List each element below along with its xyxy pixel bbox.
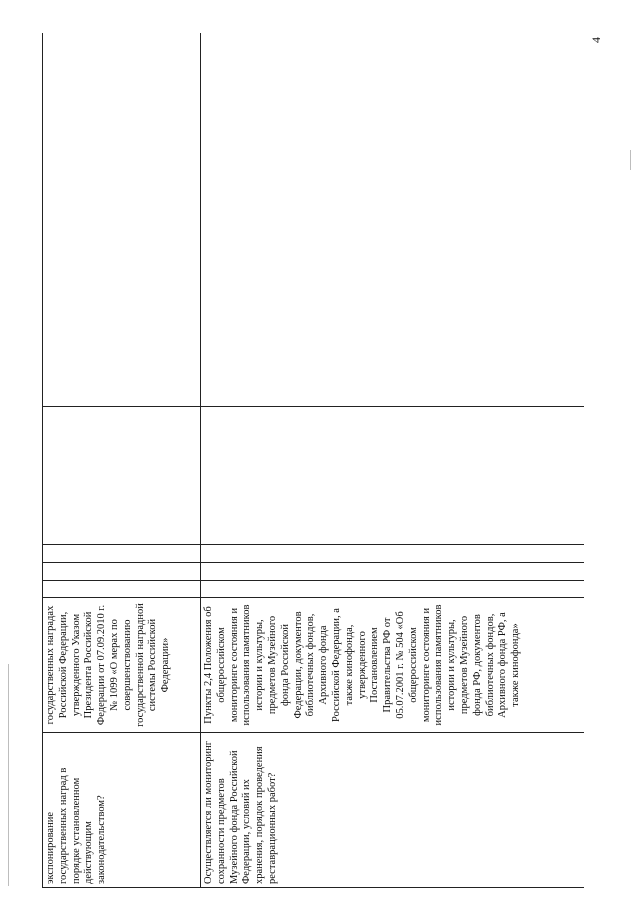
table-viewport (42, 33, 584, 888)
answer-cell (201, 581, 585, 598)
table-row (201, 33, 585, 888)
answer-cell (201, 545, 585, 563)
question-cell: Осуществляется ли мониторинг сохранности предметов Музейного фонда Российской Федерации, условий их хранения, порядок проведения реставрационных работ? (201, 733, 585, 888)
notes-cell (201, 33, 585, 407)
rotated-table-container (42, 33, 584, 888)
answer-cell (201, 407, 585, 545)
checklist-table (42, 33, 584, 888)
question-cell: экспонирование государственных наград в порядке установленном действующим законодательством? (43, 733, 201, 888)
answer-cell (201, 563, 585, 581)
legal-basis-cell: государственных наградах Российской Федерации, утвержденного Указом Президента Российской Федерации от 07.09.2010 г. № 1099 «О мерах по совершенствованию государственной наградной системы Российской Федерации» (43, 598, 201, 733)
answer-cell (43, 563, 201, 581)
answer-cell (43, 545, 201, 563)
answer-cell (43, 581, 201, 598)
legal-basis-cell: Пункты 2,4 Положения об общероссийском мониторинге состояния и использования памятников истории и культуры, предметов Музейного фонда Российской Федерации, документов библиотечных фондов, Архивного фонда Российской Федерации, а также кинофонда, утвержденного Постановлением Правительства РФ от 05.07.2001 г. № 504 «Об общероссийском мониторинге состояния и использования памятников истории и культуры, предметов Музейного фонда РФ, документов библиотечных фондов, Архивного фонда РФ, а также кинофонда» (201, 598, 585, 733)
table-row (43, 33, 201, 888)
answer-cell (43, 407, 201, 545)
scan-margin-line-left (8, 664, 9, 886)
notes-cell (43, 33, 201, 407)
page-number: 4 (589, 37, 603, 43)
scan-margin-line-right (630, 150, 631, 170)
